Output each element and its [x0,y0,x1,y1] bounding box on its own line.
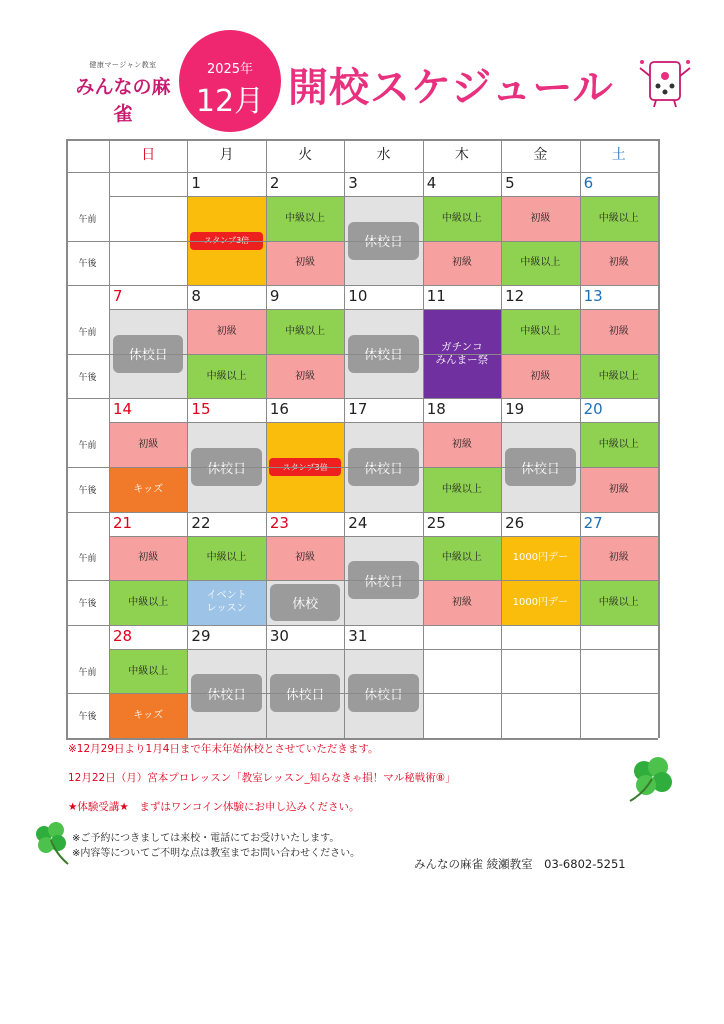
class-slot [580,649,658,694]
grid-line [344,139,345,738]
day-number: 8 [191,287,201,306]
grid-line [66,625,658,626]
grid-line [109,196,658,197]
class-slot: 初級 [266,241,344,286]
day-number [109,172,187,196]
pm-label: 午後 [78,598,97,609]
day-number: 11 [426,287,446,306]
weekday-header: 木 [454,147,469,163]
closed-day-badge: 休校日 [348,335,418,373]
month-badge [179,30,281,132]
day-number: 7 [113,287,123,306]
am-label: 午前 [78,441,97,452]
grid-line [109,422,658,423]
event-cell: ガチンコ みんまー祭 [423,309,501,398]
grid-line [266,139,267,738]
day-number: 24 [348,513,368,532]
grid-line [109,309,658,310]
page-title: 開校スケジュール [288,65,614,111]
class-slot: 初級 [580,467,658,512]
class-slot: 初級 [580,536,658,581]
grid-line [66,172,658,173]
grid-line [580,139,581,738]
day-number: 3 [348,174,358,192]
day-number: 14 [113,400,133,419]
grid-line [66,139,658,141]
grid-line [109,536,658,537]
day-number: 4 [426,174,437,192]
class-slot [423,693,501,738]
logo-name: みんなの麻雀 [75,76,171,125]
clover-icon [30,820,74,868]
closed-day-badge: 休校日 [348,561,418,599]
class-slot: 初級 [423,241,501,286]
am-label: 午前 [78,667,97,678]
class-slot: 中級以上 [501,241,579,286]
weekday-header: 水 [376,147,391,163]
grid-line [66,241,658,242]
tile-mascot-icon [636,54,694,108]
reservation-note: ※ご予約につきましては来校・電話にてお受けいたします。 [72,833,340,844]
day-number: 6 [583,174,594,192]
class-slot: キッズ [109,693,187,738]
grid-line [109,139,110,738]
class-slot [501,649,579,694]
grid-line [66,580,658,581]
closed-day-badge: 休校日 [348,222,418,260]
grid-line [66,467,658,468]
class-slot: 中級以上 [109,649,187,694]
holiday-note: ※12月29日より1月4日まで年末年始休校とさせていただきます。 [68,743,379,755]
grid-line [658,139,660,738]
day-number: 28 [113,626,133,645]
class-slot [109,241,187,286]
inquiry-note: ※内容等についてご不明な点は教室までお問い合わせください。 [72,848,361,859]
closed-day-badge: 休校日 [191,674,261,712]
am-label: 午前 [78,327,97,338]
grid-line [66,285,658,286]
class-slot: イベント レッスン [187,580,265,625]
day-number: 29 [191,626,211,645]
grid-line [66,139,68,738]
grid-line [423,139,424,738]
weekday-header: 月 [219,147,234,163]
class-slot: 初級 [187,309,265,354]
closed-day-badge: 休校日 [270,674,340,712]
day-number: 27 [583,513,603,532]
class-slot: 中級以上 [580,354,658,399]
grid-line [501,139,502,738]
class-slot: 初級 [109,536,187,581]
day-number: 21 [113,513,133,532]
class-slot: 中級以上 [423,467,501,512]
grid-line [66,354,658,355]
day-number: 22 [191,513,211,532]
day-number [580,625,658,649]
class-slot: 中級以上 [501,309,579,354]
class-slot: 初級 [266,354,344,399]
day-number: 26 [505,513,525,532]
day-number: 2 [269,174,280,192]
class-slot: 中級以上 [580,196,658,241]
closed-day-badge: 休校日 [191,448,261,486]
logo-subtitle: 健康マージャン教室 [89,61,157,69]
pm-label: 午後 [78,712,97,723]
grid-line [109,649,658,650]
day-number: 10 [348,287,368,306]
class-slot: 1000円デー [501,536,579,581]
weekday-header: 金 [533,147,548,163]
stamp-badge: スタンプ3倍 [269,458,341,476]
day-number: 12 [505,287,525,306]
closed-day-badge: 休校日 [505,448,575,486]
day-number: 13 [583,287,603,306]
class-slot: 初級 [266,536,344,581]
weekday-header: 火 [298,147,313,163]
class-slot: 中級以上 [423,196,501,241]
day-number: 15 [191,400,211,419]
class-slot: 中級以上 [423,536,501,581]
day-number: 30 [269,626,289,645]
grid-line [66,512,658,513]
month-label: 12月 [195,84,265,119]
closed-day-badge: 休校日 [348,674,418,712]
am-label: 午前 [78,554,97,565]
grid-line [66,398,658,399]
class-slot: 中級以上 [266,196,344,241]
am-label: 午前 [78,214,97,225]
class-slot [109,196,187,241]
schedule-calendar [66,139,658,738]
day-number: 18 [426,400,446,419]
day-number [423,625,501,649]
class-slot: 初級 [423,422,501,467]
day-number: 9 [269,287,280,306]
grid-line [66,693,658,694]
weekday-header: 日 [141,147,156,163]
contact-info: みんなの麻雀 綾瀬教室 03-6802-5251 [414,857,626,871]
closed-day-badge: 休校日 [348,448,418,486]
school-logo [68,60,178,125]
year-label: 2025年 [206,62,254,77]
class-slot: 初級 [501,196,579,241]
class-slot: 中級以上 [266,309,344,354]
class-slot: 中級以上 [580,422,658,467]
day-number: 25 [426,513,446,532]
day-number: 5 [505,174,515,192]
pm-label: 午後 [78,259,97,270]
weekday-header: 土 [611,147,626,163]
closed-slot-badge: 休校 [270,584,340,621]
class-slot: 中級以上 [580,580,658,625]
day-number: 20 [583,400,603,419]
class-slot: キッズ [109,467,187,512]
grid-line [66,738,658,740]
day-number: 1 [191,174,201,192]
class-slot: 初級 [501,354,579,399]
class-slot [580,693,658,738]
day-number: 17 [348,400,368,419]
closed-day-badge: 休校日 [113,335,183,373]
stamp-badge: スタンプ3倍 [190,232,262,250]
lesson-note: 12月22日（月）宮本プロレッスン「教室レッスン_知らなきゃ損！マル秘戦術⑧」 [68,772,456,784]
class-slot: 初級 [580,309,658,354]
day-number [501,625,579,649]
clover-icon [624,755,680,807]
day-number: 31 [348,626,368,645]
class-slot: 中級以上 [187,536,265,581]
class-slot [423,649,501,694]
class-slot: 中級以上 [187,354,265,399]
pm-label: 午後 [78,372,97,383]
day-number: 16 [269,400,289,419]
trial-note: ★体験受講★ まずはワンコイン体験にお申し込みください。 [68,801,360,813]
day-number: 19 [505,400,525,419]
pm-label: 午後 [78,485,97,496]
class-slot: 初級 [423,580,501,625]
class-slot: 初級 [580,241,658,286]
class-slot [501,693,579,738]
day-number: 23 [269,513,289,532]
class-slot: 中級以上 [109,580,187,625]
class-slot: 初級 [109,422,187,467]
class-slot: 1000円デー [501,580,579,625]
grid-line [187,139,188,738]
